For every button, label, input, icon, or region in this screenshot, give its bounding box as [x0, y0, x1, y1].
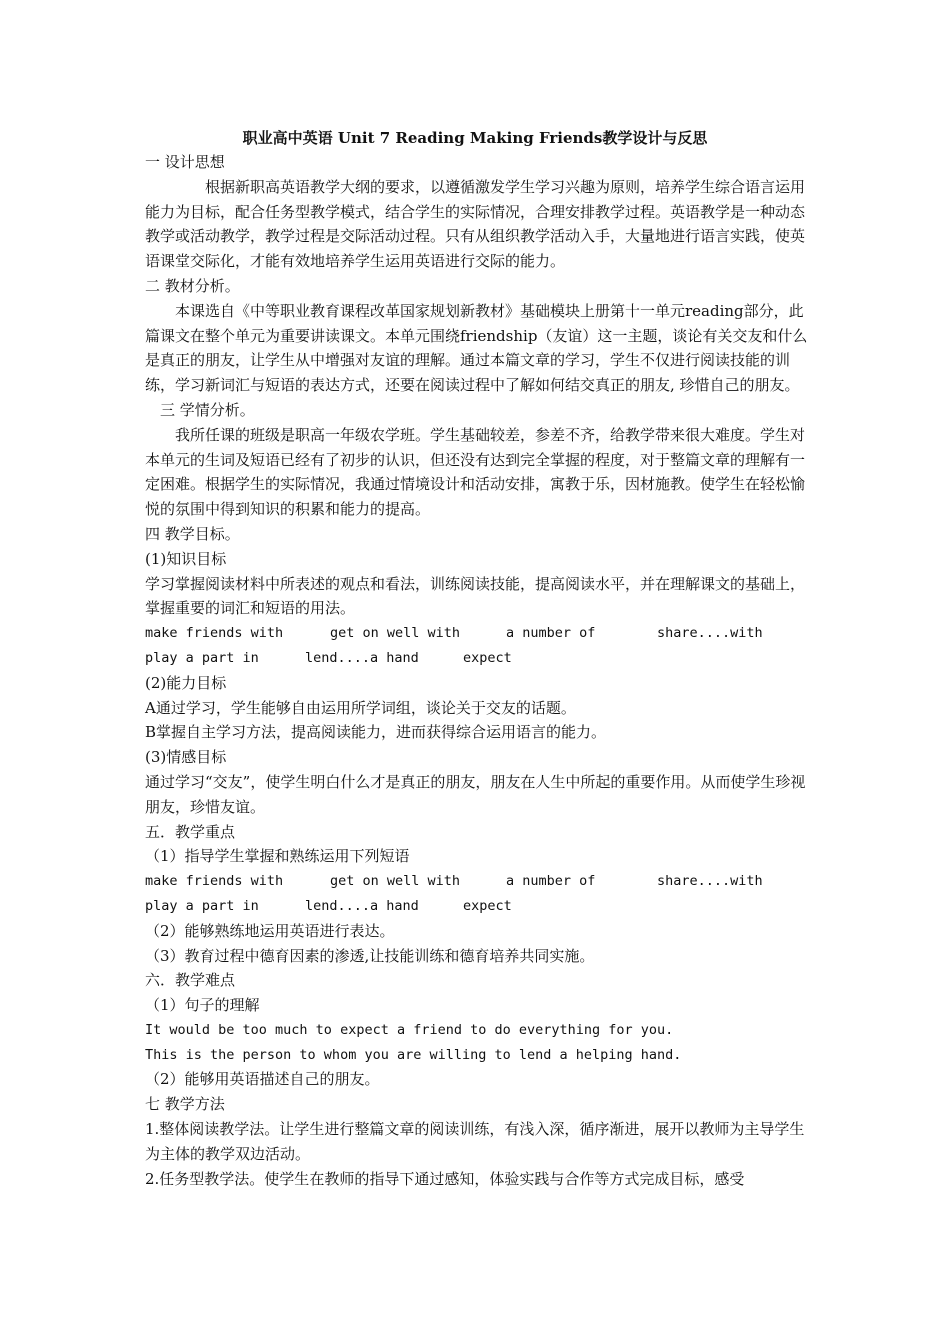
- knowledge-goal-text: 学习掌握阅读材料中所表述的观点和看法，训练阅读技能，提高阅读水平，并在理解课文的基础上，掌握重要的词汇和短语的用法。: [145, 574, 806, 618]
- phrase-item: expect: [463, 897, 512, 914]
- phrase-item: make friends with: [145, 873, 284, 890]
- phrase-item: a number of: [506, 873, 596, 890]
- section-2-text: 本课选自《中等职业教育课程改革国家规划新教材》基础模块上册第十一单元reading部分，此篇课文在整个单元为重要讲读课文。本单元围绕friendship（友谊）这一主题，谈论有关交友和什么是真正的朋友，让学生从中增强对友谊的理解。通过本篇文章的学习，学生不仅进行阅读技能的训练，学习新词汇与短语的表达方式，还要在阅读过程中了解如何结交真正的朋友, 珍惜自己的朋友。: [145, 301, 808, 395]
- phrase-item: share....with: [657, 873, 763, 890]
- difficulty-2: （2）能够用英语描述自己的朋友。: [145, 1070, 380, 1089]
- section-4-heading: 四 教学目标。: [145, 524, 240, 543]
- key-point-3: （3）教育过程中德育因素的渗透,让技能训练和德育培养共同实施。: [145, 946, 595, 965]
- ability-goal-heading: (2)能力目标: [145, 673, 227, 692]
- section-3-heading: 三 学情分析。: [160, 400, 255, 419]
- phrase-row-1: [145, 869, 810, 894]
- document-body: [145, 150, 810, 1191]
- phrase-item: make friends with: [145, 625, 284, 642]
- key-point-1: （1）指导学生掌握和熟练运用下列短语: [145, 847, 410, 866]
- phrase-item: lend....a hand: [305, 649, 419, 666]
- method-2: 2.任务型教学法。使学生在教师的指导下通过感知，体验实践与合作等方式完成目标，感受: [145, 1169, 745, 1188]
- phrase-item: get on well with: [330, 873, 461, 890]
- ability-goal-a: A通过学习，学生能够自由运用所学词组，谈论关于交友的话题。: [145, 698, 576, 717]
- phrase-item: share....with: [657, 625, 763, 642]
- section-6-heading: 六．教学难点: [145, 971, 236, 990]
- example-sentence-2: This is the person to whom you are willing to lend a helping hand.: [145, 1046, 682, 1063]
- phrase-row-2: [145, 646, 810, 671]
- phrase-row-1: [145, 621, 810, 646]
- section-1-heading: 一 设计思想: [145, 153, 225, 171]
- phrase-item: play a part in: [145, 897, 259, 914]
- example-sentence-1: It would be too much to expect a friend to do everything for you.: [145, 1021, 674, 1038]
- ability-goal-b: B掌握自主学习方法，提高阅读能力，进而获得综合运用语言的能力。: [145, 723, 607, 742]
- phrase-item: get on well with: [330, 625, 461, 642]
- knowledge-goal-heading: (1)知识目标: [145, 549, 227, 568]
- section-3-text: 我所任课的班级是职高一年级农学班。学生基础较差，参差不齐，给教学带来很大难度。学生对本单元的生词及短语已经有了初步的认识，但还没有达到完全掌握的程度，对于整篇文章的理解有一定困难。根据学生的实际情况，我通过情境设计和活动安排，寓教于乐，因材施教。使学生在轻松愉悦的氛围中得到知识的积累和能力的提高。: [145, 425, 806, 519]
- method-1: 1.整体阅读教学法。让学生进行整篇文章的阅读训练，有浅入深，循序渐进，展开以教师为主导学生为主体的教学双边活动。: [145, 1120, 805, 1163]
- phrase-item: lend....a hand: [305, 897, 419, 914]
- phrase-item: play a part in: [145, 649, 259, 666]
- key-point-2: （2）能够熟练地运用英语进行表达。: [145, 921, 395, 940]
- emotion-goal-heading: (3)情感目标: [145, 748, 227, 767]
- phrase-item: expect: [463, 649, 512, 666]
- difficulty-1: （1）句子的理解: [145, 996, 260, 1015]
- section-2-heading: 二 教材分析。: [145, 276, 240, 295]
- phrase-item: a number of: [506, 625, 596, 642]
- document-title: 职业高中英语 Unit 7 Reading Making Friends教学设计与反思: [242, 129, 708, 147]
- phrase-row-2: [145, 894, 810, 919]
- section-7-heading: 七 教学方法: [145, 1095, 225, 1114]
- section-1-text: 根据新职高英语教学大纲的要求，以遵循激发学生学习兴趣为原则，培养学生综合语言运用能力为目标，配合任务型教学模式，结合学生的实际情况，合理安排教学过程。英语教学是一种动态教学或活动教学，教学过程是交际活动过程。只有从组织教学活动入手，大量地进行语言实践，使英语课堂交际化，才能有效地培养学生运用英语进行交际的能力。: [145, 177, 806, 271]
- emotion-goal-text: 通过学习“交友”，使学生明白什么才是真正的朋友，朋友在人生中所起的重要作用。从而使学生珍视朋友，珍惜友谊。: [145, 772, 806, 816]
- section-5-heading: 五．教学重点: [145, 822, 236, 841]
